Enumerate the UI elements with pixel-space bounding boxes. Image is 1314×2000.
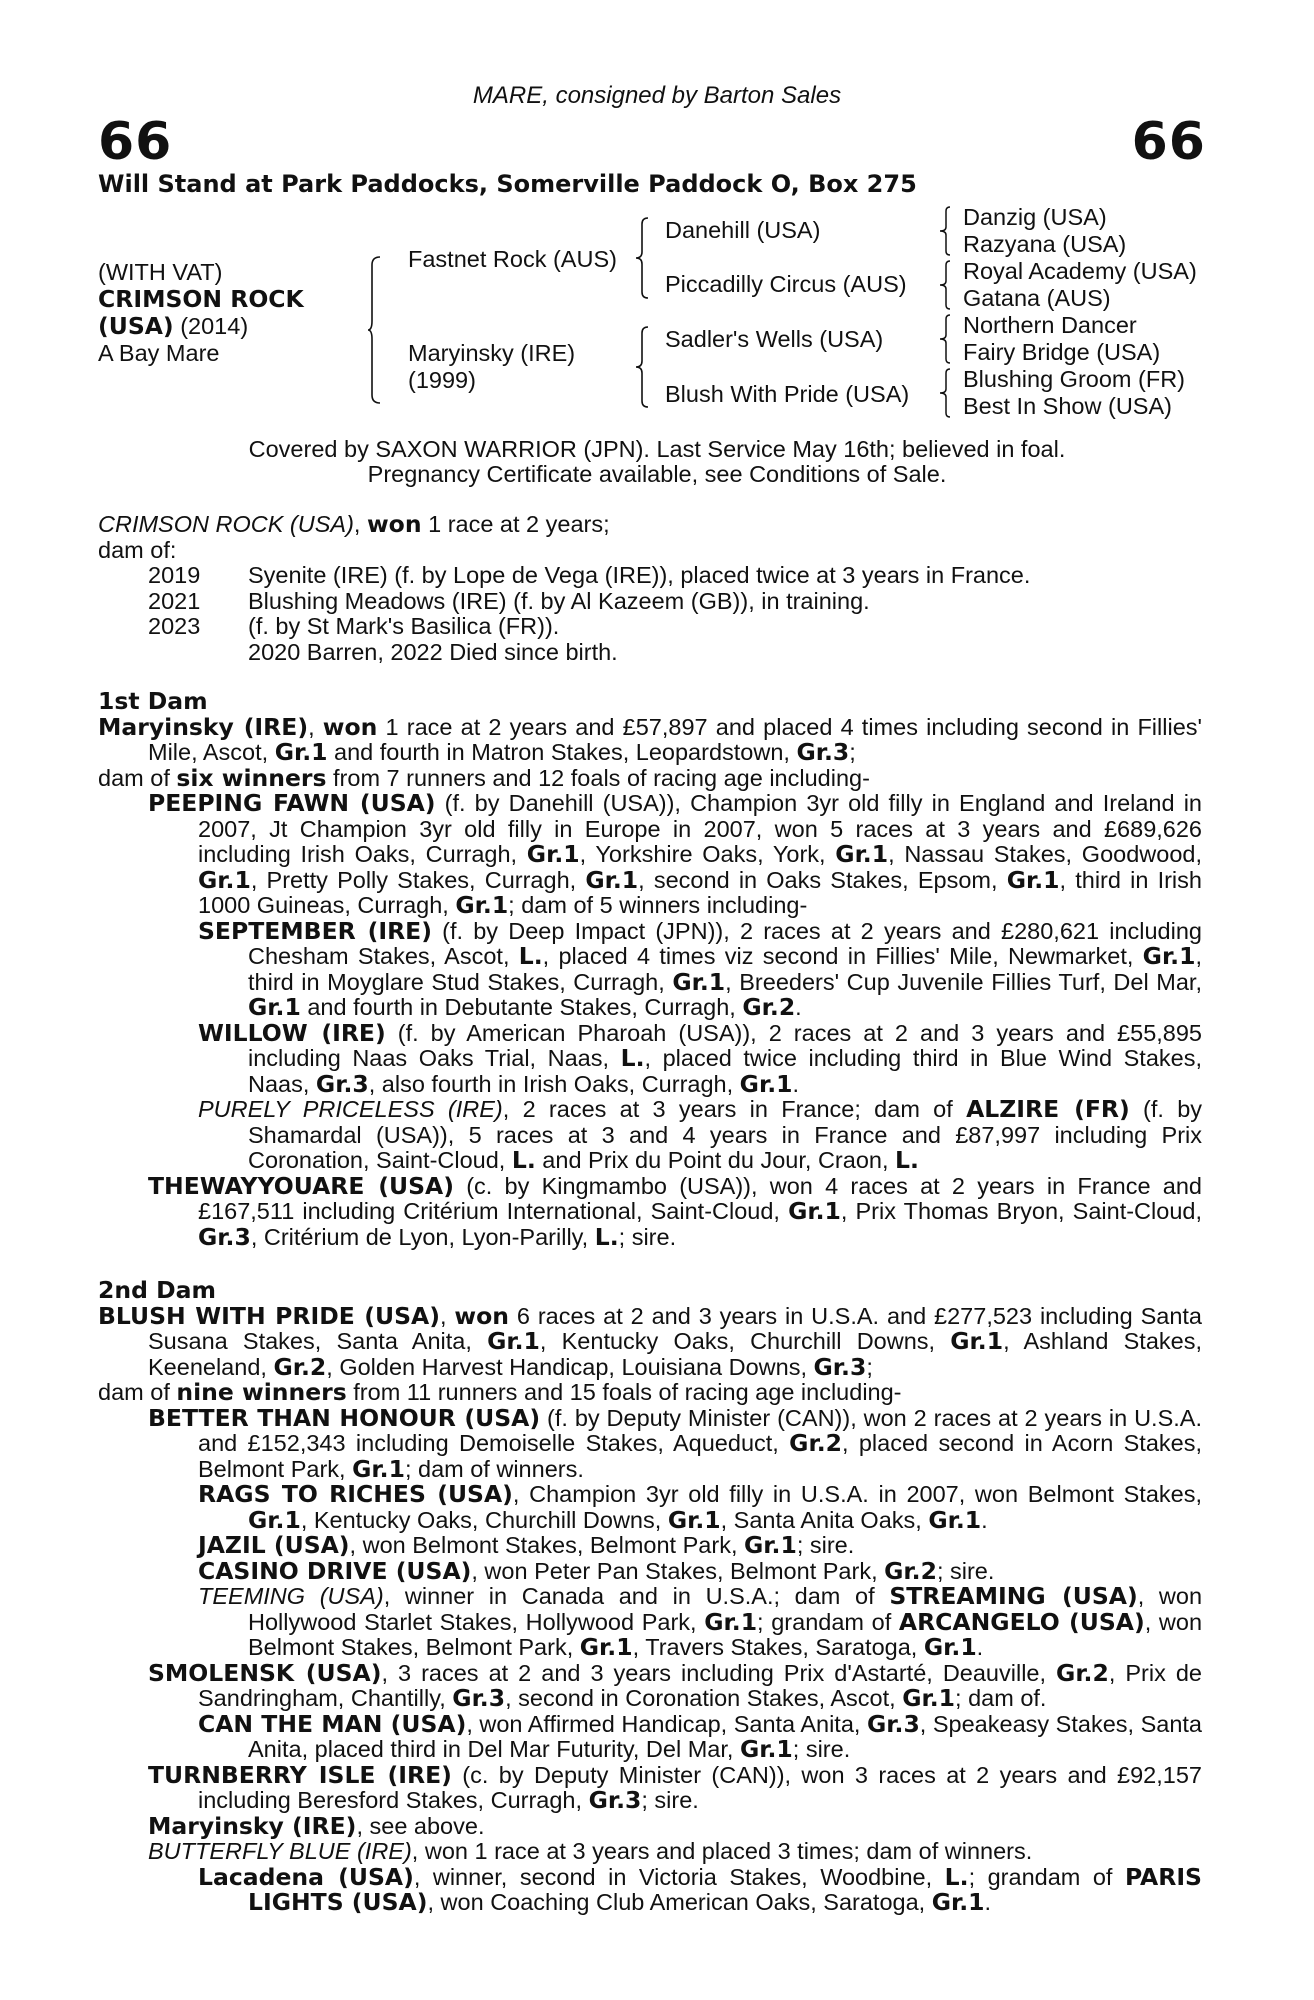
second-dam-name: BLUSH WITH PRIDE (USA) bbox=[98, 1301, 440, 1330]
brace-ss bbox=[940, 205, 952, 257]
dam-dam-sire: Blushing Groom (FR) bbox=[963, 366, 1185, 392]
second-dam-section bbox=[98, 1278, 1202, 1916]
second-dam-heading: 2nd Dam bbox=[98, 1276, 216, 1304]
produce-entry: RAGS TO RICHES (USA), Champion 3yr old filly in U.S.A. in 2007, won Belmont Stakes, Gr.1, Kentucky Oaks, Churchill Downs, Gr.1, Santa Anita Oaks, Gr.1. bbox=[198, 1480, 1202, 1534]
dam-dam: Blush With Pride (USA) bbox=[665, 381, 910, 407]
second-dam-summary: dam of nine winners from 11 runners and 15 foals of racing age including- bbox=[98, 1378, 902, 1406]
produce-entry: CAN THE MAN (USA), won Affirmed Handicap, Santa Anita, Gr.3, Speakeasy Stakes, Santa Anita, placed third in Del Mar Futurity, Del Mar, Gr.1; sire. bbox=[198, 1709, 1202, 1763]
horse-name: CRIMSON ROCK bbox=[98, 285, 304, 313]
brace-dam bbox=[636, 325, 650, 409]
page-subtitle: MARE, consigned by Barton Sales bbox=[472, 82, 842, 109]
produce-entry: CASINO DRIVE (USA), won Peter Pan Stakes, Belmont Park, Gr.2; sire. bbox=[198, 1556, 995, 1585]
produce-row bbox=[98, 614, 1202, 640]
produce-row bbox=[98, 640, 1202, 666]
lot-number-left: 66 bbox=[98, 112, 173, 172]
first-dam-record: Maryinsky (IRE), won 1 race at 2 years and £57,897 and placed 4 times including second in Fillies' Mile, Ascot, Gr.1 and fourth in Matron Stakes, Leopardstown, Gr.3; bbox=[98, 712, 1202, 766]
mare-name: CRIMSON ROCK (USA) bbox=[98, 511, 354, 537]
first-dam-summary: dam of six winners from 7 runners and 12 foals of racing age including- bbox=[98, 763, 870, 792]
produce-entry: Maryinsky (IRE), see above. bbox=[148, 1811, 485, 1840]
brace-sire bbox=[636, 216, 650, 300]
sire-sire: Danehill (USA) bbox=[665, 217, 821, 243]
dam-sire: Sadler's Wells (USA) bbox=[665, 326, 884, 352]
produce-entry: WILLOW (IRE) (f. by American Pharoah (USA)), 2 races at 2 and 3 years and £55,895 including Naas Oaks Trial, Naas, L., placed twice including third in Blue Wind Stakes, Naas, Gr.3, also fourth in Irish Oaks, Curragh, Gr.1. bbox=[198, 1018, 1203, 1098]
horse-description: A Bay Mare bbox=[98, 340, 220, 366]
produce-row bbox=[98, 563, 1202, 589]
produce-entry: PURELY PRICELESS (IRE), 2 races at 3 years in France; dam of ALZIRE (FR) (f. by Shamardal (USA)), 5 races at 3 and 4 years in France and £87,997 including Prix Coronation, Saint-Cloud, L. and Prix du Point du Jour, Craon, L. bbox=[198, 1095, 1203, 1174]
first-dam-section bbox=[98, 689, 1202, 1250]
produce-entry: SMOLENSK (USA), 3 races at 2 and 3 years including Prix d'Astarté, Deauville, Gr.2, Prix de Sandringham, Chantilly, Gr.3, second in Coronation Stakes, Ascot, Gr.1; dam of. bbox=[148, 1658, 1203, 1712]
brace-dd bbox=[940, 367, 952, 419]
horse-year: (2014) bbox=[173, 313, 249, 339]
lot-number-right: 66 bbox=[1131, 112, 1206, 172]
produce-entry: BETTER THAN HONOUR (USA) (f. by Deputy Minister (CAN)), won 2 races at 2 years in U.S.A. and £152,343 including Demoiselle Stakes, Aqueduct, Gr.2, placed second in Acorn Stakes, Belmont Park, Gr.1; dam of winners. bbox=[148, 1403, 1202, 1483]
produce-text: 2020 Barren, 2022 Died since birth. bbox=[248, 638, 618, 665]
produce-text: (f. by St Mark's Basilica (FR)). bbox=[248, 613, 560, 639]
produce-year: 2023 bbox=[148, 613, 201, 639]
produce-entry: TURNBERRY ISLE (IRE) (c. by Deputy Minister (CAN)), won 3 races at 2 years and £92,157 including Beresford Stakes, Curragh, Gr.3; sire. bbox=[148, 1760, 1202, 1814]
dam-sire-sire: Northern Dancer bbox=[963, 312, 1137, 338]
stand-location: Will Stand at Park Paddocks, Somerville Paddock O, Box 275 bbox=[98, 170, 917, 198]
mare-record bbox=[98, 512, 1202, 665]
covered-line: Covered by SAXON WARRIOR (JPN). Last Service May 16th; believed in foal. bbox=[248, 436, 1066, 462]
produce-year: 2019 bbox=[148, 562, 201, 588]
produce-entry: Lacadena (USA), winner, second in Victoria Stakes, Woodbine, L.; grandam of PARIS LIGHTS (USA), won Coaching Club American Oaks, Saratoga, Gr.1. bbox=[198, 1862, 1202, 1916]
pregnancy-certificate-line: Pregnancy Certificate available, see Conditions of Sale. bbox=[367, 461, 947, 487]
mare-won: won bbox=[366, 510, 422, 538]
sire-dam: Piccadilly Circus (AUS) bbox=[665, 271, 907, 297]
dam-dam-dam: Best In Show (USA) bbox=[963, 393, 1172, 419]
dam: Maryinsky (IRE) bbox=[408, 340, 576, 366]
sire-dam-dam: Gatana (AUS) bbox=[963, 285, 1111, 311]
brace-sd bbox=[940, 259, 952, 311]
dam-sire-dam: Fairy Bridge (USA) bbox=[963, 339, 1161, 365]
produce-entry: JAZIL (USA), won Belmont Stakes, Belmont Park, Gr.1; sire. bbox=[198, 1531, 855, 1559]
first-dam-name: Maryinsky (IRE) bbox=[98, 712, 309, 741]
produce-year: 2021 bbox=[148, 587, 201, 614]
mare-line: CRIMSON ROCK (USA), won 1 race at 2 years; bbox=[98, 510, 610, 538]
dam-of-label: dam of: bbox=[98, 536, 177, 563]
produce-entry: SEPTEMBER (IRE) (f. by Deep Impact (JPN)), 2 races at 2 years and £280,621 including Chesham Stakes, Ascot, L., placed 4 times viz second in Fillies' Mile, Newmarket, Gr.1, third in Moyglare Stud Stakes, Curragh, Gr.1, Breeders' Cup Juvenile Fillies Turf, Del Mar, Gr.1 and fourth in Debutante Stakes, Curragh, Gr.2. bbox=[198, 916, 1202, 1021]
sire-sire-dam: Razyana (USA) bbox=[963, 231, 1127, 257]
sire: Fastnet Rock (AUS) bbox=[408, 246, 617, 272]
produce-entry: TEEMING (USA), winner in Canada and in U.S.A.; dam of STREAMING (USA), won Hollywood Starlet Stakes, Hollywood Park, Gr.1; grandam of ARCANGELO (USA), won Belmont Stakes, Belmont Park, Gr.1, Travers Stakes, Saratoga, Gr.1. bbox=[198, 1582, 1203, 1661]
produce-entry: THEWAYYOUARE (USA) (c. by Kingmambo (USA)), won 4 races at 2 years in France and £167,511 including Critérium International, Saint-Cloud, Gr.1, Prix Thomas Bryon, Saint-Cloud, Gr.3, Critérium de Lyon, Lyon-Parilly, L.; sire. bbox=[148, 1171, 1202, 1251]
horse-name-line2 bbox=[98, 313, 248, 340]
brace-ds bbox=[940, 313, 952, 365]
produce-row bbox=[98, 589, 1202, 615]
vat-label: (WITH VAT) bbox=[98, 259, 223, 285]
second-dam-record: BLUSH WITH PRIDE (USA), won 6 races at 2 and 3 years in U.S.A. and £277,523 including Santa Susana Stakes, Santa Anita, Gr.1, Kentucky Oaks, Churchill Downs, Gr.1, Ashland Stakes, Keeneland, Gr.2, Golden Harvest Handicap, Louisiana Downs, Gr.3; bbox=[98, 1301, 1203, 1381]
produce-list bbox=[98, 563, 1202, 665]
horse-country: (USA) bbox=[98, 312, 174, 340]
produce-text: Blushing Meadows (IRE) (f. by Al Kazeem (GB)), in training. bbox=[248, 587, 870, 614]
produce-text: Syenite (IRE) (f. by Lope de Vega (IRE)), placed twice at 3 years in France. bbox=[248, 562, 1031, 588]
brace-main bbox=[368, 255, 382, 405]
mare-record-text: 1 race at 2 years; bbox=[421, 511, 610, 537]
produce-entry: BUTTERFLY BLUE (IRE), won 1 race at 3 years and placed 3 times; dam of winners. bbox=[148, 1838, 1033, 1864]
dam-year: (1999) bbox=[408, 367, 476, 393]
sire-sire-sire: Danzig (USA) bbox=[963, 204, 1107, 230]
sire-dam-sire: Royal Academy (USA) bbox=[963, 258, 1197, 284]
first-dam-heading: 1st Dam bbox=[98, 687, 208, 715]
produce-entry: PEEPING FAWN (USA) (f. by Danehill (USA)), Champion 3yr old filly in England and Ireland in 2007, Jt Champion 3yr old filly in Europe in 2007, won 5 races at 3 years and £689,626 including Irish Oaks, Curragh, Gr.1, Yorkshire Oaks, York, Gr.1, Nassau Stakes, Goodwood, Gr.1, Pretty Polly Stakes, Curragh, Gr.1, second in Oaks Stakes, Epsom, Gr.1, third in Irish 1000 Guineas, Curragh, Gr.1; dam of 5 winners including- bbox=[148, 789, 1202, 919]
